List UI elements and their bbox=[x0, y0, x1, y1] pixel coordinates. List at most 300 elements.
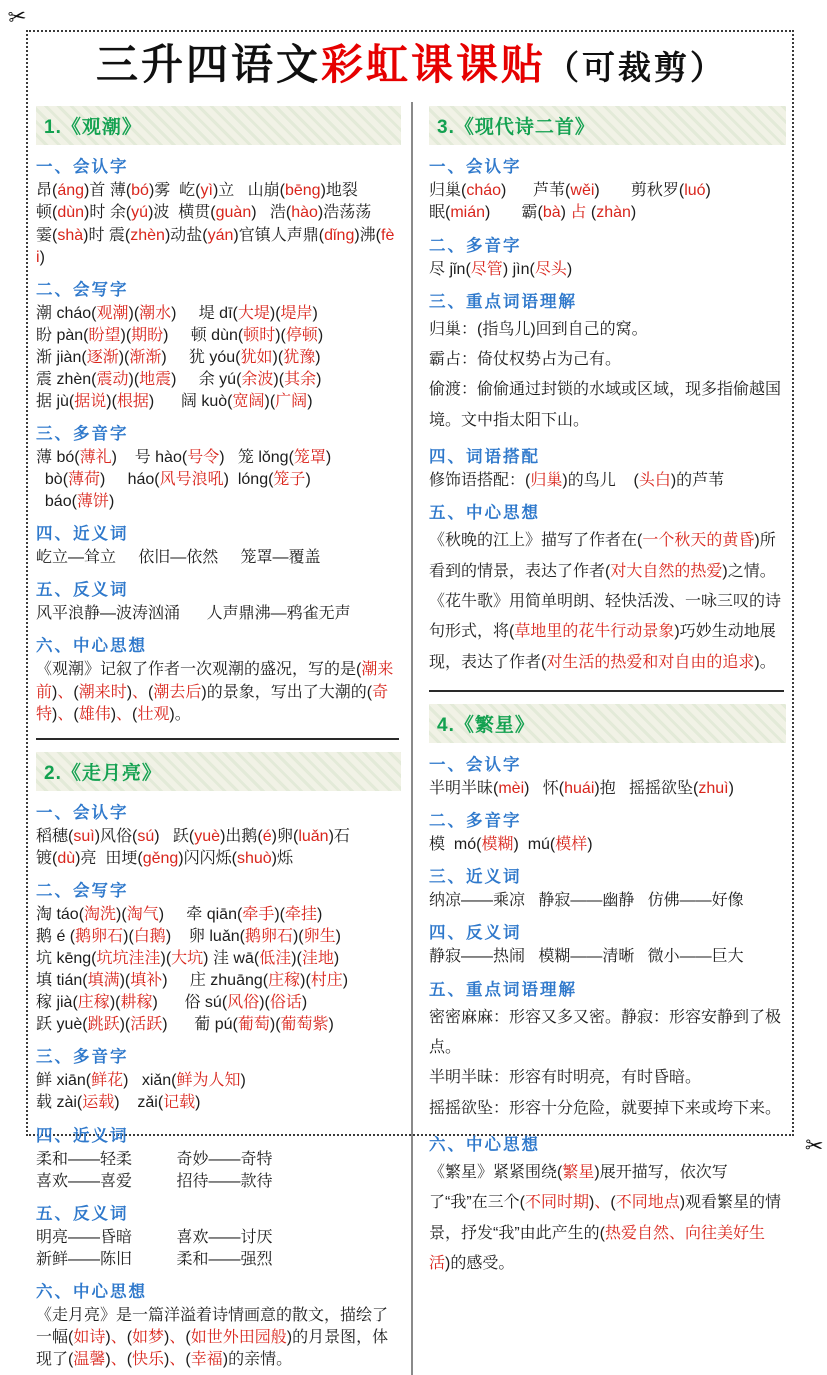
body-text: ) mú( bbox=[513, 836, 556, 854]
text-line bbox=[36, 325, 401, 347]
scissors-icon: ✂ bbox=[6, 2, 29, 31]
block-heading: 三、重点词语理解 bbox=[429, 292, 577, 311]
body-text: ) bbox=[333, 950, 340, 968]
text-line bbox=[429, 259, 786, 281]
title-cuttable-note: （可裁剪） bbox=[546, 49, 727, 86]
text-line bbox=[429, 946, 786, 968]
highlight-text: gěng bbox=[142, 849, 179, 867]
content-block bbox=[429, 499, 786, 678]
body-text: 半明半昧( bbox=[429, 780, 499, 798]
body-text: ) zǎi( bbox=[114, 1094, 164, 1112]
section-title: 3.《现代诗二首》 bbox=[429, 106, 786, 145]
body-text: 明亮——昏暗 喜欢——讨厌 bbox=[36, 1228, 273, 1246]
body-text: 纳凉——乘凉 静寂——幽静 仿佛——好像 bbox=[429, 892, 744, 910]
body-text: 模 mó( bbox=[429, 836, 482, 854]
body-text: )亮 田埂( bbox=[75, 849, 143, 867]
highlight-text: guàn bbox=[215, 204, 252, 222]
body-text: 鹅 é ( bbox=[36, 927, 76, 945]
body-text: ) bbox=[240, 1072, 246, 1090]
block-heading: 五、中心思想 bbox=[429, 504, 540, 523]
body-text: ( bbox=[126, 1328, 133, 1346]
highlight-text: 潮来前 bbox=[36, 661, 394, 701]
highlight-text: 震动 bbox=[96, 370, 129, 388]
text-line bbox=[429, 1158, 786, 1280]
highlight-text: 余波 bbox=[241, 370, 274, 388]
body-text: ) bbox=[587, 836, 593, 854]
body-text: )( bbox=[259, 994, 270, 1012]
body-text: )( bbox=[272, 348, 284, 366]
body-text: ( bbox=[73, 705, 79, 723]
content-block bbox=[429, 443, 786, 492]
highlight-text: huái bbox=[564, 780, 595, 798]
highlight-text: 、 bbox=[110, 1350, 127, 1368]
body-text: 摇摇欲坠：形容十分危险，就要掉下来或垮下来。 bbox=[429, 1099, 782, 1117]
content-block bbox=[429, 288, 786, 437]
body-text: )首 薄( bbox=[84, 182, 132, 200]
highlight-text: 占 bbox=[570, 204, 587, 222]
body-text: 归巢( bbox=[429, 182, 467, 200]
section-separator bbox=[429, 690, 784, 692]
body-text: 载 zài( bbox=[36, 1094, 83, 1112]
body-text: ) bbox=[317, 905, 323, 923]
body-text: )闪闪烁( bbox=[178, 849, 237, 867]
body-text: ) bbox=[164, 1350, 170, 1368]
highlight-text: 淘气 bbox=[126, 905, 159, 923]
body-text: ) 堤 dī( bbox=[171, 304, 238, 322]
body-text: 新鲜——陈旧 柔和——强烈 bbox=[36, 1250, 273, 1268]
body-text: ( bbox=[148, 683, 154, 701]
highlight-text: 鹅卵石 bbox=[75, 927, 124, 945]
body-text: 薄 bó( bbox=[36, 449, 80, 467]
body-text: ) xiǎn( bbox=[123, 1072, 177, 1090]
highlight-text: 停顿 bbox=[285, 326, 318, 344]
text-line bbox=[36, 1014, 401, 1036]
content-block bbox=[429, 751, 786, 800]
block-heading: 二、多音字 bbox=[429, 236, 522, 255]
block-heading: 六、中心思想 bbox=[36, 637, 147, 656]
section-title: 1.《观潮》 bbox=[36, 106, 401, 145]
body-text: 盼 pàn( bbox=[36, 326, 89, 344]
highlight-text: 庄稼 bbox=[268, 972, 301, 990]
body-text: )石 bbox=[328, 827, 350, 845]
body-text: ( bbox=[586, 204, 597, 222]
highlight-text: luǎn bbox=[298, 827, 329, 845]
body-text: ) bbox=[728, 780, 734, 798]
content-block bbox=[429, 863, 786, 912]
block-heading: 一、会认字 bbox=[429, 756, 522, 775]
body-text: ) 笼 lǒng( bbox=[219, 449, 294, 467]
block-heading: 五、重点词语理解 bbox=[429, 980, 577, 999]
highlight-text: 、 bbox=[57, 683, 74, 701]
highlight-text: 模糊 bbox=[481, 836, 514, 854]
body-text: 《秋晚的江上》描写了作者在( bbox=[429, 532, 643, 550]
body-text: 柔和——轻柔 奇妙——奇特 bbox=[36, 1150, 273, 1168]
text-line bbox=[429, 587, 786, 678]
page-title bbox=[36, 40, 786, 90]
highlight-text: 逐渐 bbox=[86, 348, 119, 366]
content-block bbox=[36, 1200, 401, 1271]
highlight-text: 如世外田园般 bbox=[190, 1328, 287, 1346]
body-text: ( bbox=[73, 683, 79, 701]
block-heading: 三、近义词 bbox=[429, 868, 522, 887]
highlight-text: 草地里的花牛行动景象 bbox=[514, 623, 675, 641]
highlight-text: 、 bbox=[594, 1194, 611, 1212]
body-text: 稻穗( bbox=[36, 827, 74, 845]
highlight-text: dǐng bbox=[324, 226, 355, 244]
text-line bbox=[36, 347, 401, 369]
highlight-text: 大堤 bbox=[237, 304, 270, 322]
highlight-text: shuò bbox=[236, 849, 272, 867]
highlight-text: 、 bbox=[169, 1328, 186, 1346]
highlight-text: 不同地点 bbox=[615, 1194, 680, 1212]
text-line bbox=[36, 469, 401, 491]
content-block bbox=[36, 1122, 401, 1193]
body-text: 潮 cháo( bbox=[36, 304, 97, 322]
body-text: )烁 bbox=[271, 849, 294, 867]
body-text: )地裂 bbox=[320, 182, 358, 200]
content-block bbox=[429, 153, 786, 224]
content-block bbox=[36, 1043, 401, 1114]
body-text: )展开描写，依次写了“我”在三个( bbox=[429, 1164, 728, 1212]
highlight-text: 雄伟 bbox=[78, 705, 111, 723]
body-text: ( bbox=[610, 1194, 616, 1212]
body-text: ) 跃( bbox=[154, 827, 195, 845]
body-text: ) bbox=[305, 471, 311, 489]
highlight-text: 大坑 bbox=[171, 950, 204, 968]
highlight-text: yì bbox=[200, 182, 213, 200]
sheet-content bbox=[36, 38, 786, 1375]
body-text: ) 芦苇( bbox=[501, 182, 571, 200]
column-right bbox=[411, 102, 786, 1375]
text-line bbox=[36, 1171, 401, 1193]
body-text: ) bbox=[566, 260, 573, 278]
body-text: )官镇人声鼎( bbox=[233, 226, 325, 244]
highlight-text: 薄饼 bbox=[76, 493, 109, 511]
highlight-text: 填补 bbox=[130, 972, 163, 990]
body-text: ) háo( bbox=[100, 471, 160, 489]
content-block bbox=[36, 520, 401, 569]
block-heading: 三、多音字 bbox=[36, 425, 129, 444]
highlight-text: 鲜为人知 bbox=[176, 1072, 241, 1090]
highlight-text: 葡萄 bbox=[237, 1016, 270, 1034]
body-text: )所看到的情景，表达了作者( bbox=[429, 532, 776, 580]
body-text: 据 jù( bbox=[36, 393, 75, 411]
body-text: )( bbox=[269, 1016, 281, 1034]
text-line bbox=[36, 848, 401, 870]
body-text: )( bbox=[264, 393, 276, 411]
body-text: )动盐( bbox=[164, 226, 208, 244]
highlight-text: 对大自然的热爱 bbox=[610, 562, 723, 580]
highlight-text: 头白 bbox=[638, 472, 671, 490]
block-heading: 四、词语搭配 bbox=[429, 448, 540, 467]
highlight-text: 薄荷 bbox=[68, 471, 101, 489]
body-text: ) bbox=[316, 370, 322, 388]
body-text: ( bbox=[126, 1350, 133, 1368]
body-text: 归巢：(指鸟儿)回到自己的窝。 bbox=[429, 320, 648, 338]
body-text: ) bbox=[630, 204, 637, 222]
body-text: 《繁星》紧紧围绕( bbox=[429, 1164, 563, 1182]
body-text: ) 余 yú( bbox=[171, 370, 242, 388]
block-heading: 二、会写字 bbox=[36, 881, 129, 900]
body-text: )( bbox=[109, 994, 121, 1012]
text-line bbox=[429, 834, 786, 856]
text-line bbox=[429, 890, 786, 912]
highlight-text: 壮观 bbox=[137, 705, 170, 723]
text-line bbox=[36, 1249, 401, 1271]
text-line bbox=[429, 778, 786, 800]
highlight-text: 对生活的热爱和对自由的追求 bbox=[546, 653, 755, 671]
body-text: ) bbox=[342, 972, 349, 990]
highlight-text: áng bbox=[57, 182, 85, 200]
body-text: )观看繁星的情景，抒发“我”由此产生的( bbox=[429, 1194, 782, 1242]
block-heading: 六、中心思想 bbox=[36, 1282, 147, 1301]
highlight-text: 村庄 bbox=[310, 972, 343, 990]
highlight-text: sú bbox=[137, 827, 155, 845]
body-text: 尽 jǐn( bbox=[429, 260, 471, 278]
highlight-text: 风俗 bbox=[227, 994, 260, 1012]
text-line bbox=[429, 345, 786, 375]
body-text: )的鸟儿 ( bbox=[562, 472, 639, 490]
highlight-text: 繁星 bbox=[562, 1164, 595, 1182]
body-text: 淘 táo( bbox=[36, 905, 85, 923]
body-text: ) bbox=[315, 348, 321, 366]
section-separator bbox=[36, 738, 399, 740]
highlight-text: bēng bbox=[284, 182, 321, 200]
highlight-text: 一个秋天的黄昏 bbox=[642, 532, 755, 550]
body-text: 静寂——热闹 模糊——清晰 微小——巨大 bbox=[429, 948, 744, 966]
highlight-text: 葡萄紫 bbox=[280, 1016, 329, 1034]
highlight-text: 、 bbox=[116, 705, 133, 723]
highlight-text: 潮去后 bbox=[153, 683, 202, 701]
body-text: )巧妙生动地展现，表达了作者( bbox=[429, 623, 776, 671]
highlight-text: 堤岸 bbox=[280, 304, 313, 322]
body-text: ) bbox=[335, 927, 341, 945]
highlight-text: 活跃 bbox=[130, 1016, 163, 1034]
body-text: 稼 jià( bbox=[36, 994, 78, 1012]
body-text: )( bbox=[275, 326, 286, 344]
highlight-text: 渐渐 bbox=[129, 348, 162, 366]
body-text: ) 阔 kuò( bbox=[148, 393, 233, 411]
text-line bbox=[36, 202, 401, 224]
highlight-text: 记载 bbox=[163, 1094, 196, 1112]
highlight-text: 如梦 bbox=[132, 1328, 165, 1346]
body-text: )波 横贯( bbox=[148, 204, 216, 222]
highlight-text: 如诗 bbox=[73, 1328, 106, 1346]
text-line bbox=[36, 970, 401, 992]
highlight-text: 风号浪吼 bbox=[159, 471, 224, 489]
highlight-text: 庄稼 bbox=[77, 994, 110, 1012]
highlight-text: dùn bbox=[57, 204, 85, 222]
block-heading: 六、中心思想 bbox=[429, 1136, 540, 1155]
content-block bbox=[429, 807, 786, 856]
body-text: ) bbox=[325, 449, 332, 467]
block-heading: 一、会认字 bbox=[429, 158, 522, 177]
body-text: 眠( bbox=[429, 204, 451, 222]
body-text: 渐 jiàn( bbox=[36, 348, 87, 366]
content-block bbox=[429, 1131, 786, 1280]
highlight-text: 、 bbox=[57, 705, 74, 723]
text-line bbox=[36, 447, 401, 469]
body-text: ) jìn( bbox=[502, 260, 535, 278]
body-text: )的月景图，体现了( bbox=[36, 1328, 389, 1368]
body-text: )时 震( bbox=[83, 226, 131, 244]
body-text: )( bbox=[106, 393, 117, 411]
body-text: ) bbox=[110, 705, 117, 723]
highlight-text: 鲜花 bbox=[91, 1072, 124, 1090]
highlight-text: bó bbox=[131, 182, 149, 200]
body-text: )的景象，写出了大潮的( bbox=[201, 683, 373, 701]
highlight-text: 牵手 bbox=[242, 905, 275, 923]
body-text: ) bbox=[39, 248, 45, 266]
content-block bbox=[36, 420, 401, 513]
body-text: )的亲情。 bbox=[222, 1350, 293, 1368]
highlight-text: zhuì bbox=[698, 780, 729, 798]
highlight-text: 模样 bbox=[555, 836, 588, 854]
body-text: 屹立—耸立 依旧—依然 笼罩—覆盖 bbox=[36, 549, 321, 567]
text-line bbox=[429, 526, 786, 587]
highlight-text: 潮水 bbox=[139, 304, 172, 322]
text-line bbox=[429, 470, 786, 492]
highlight-text: zhèn bbox=[130, 226, 165, 244]
body-text: ) bbox=[301, 994, 308, 1012]
body-text: )( bbox=[119, 972, 131, 990]
body-text: ) bbox=[52, 683, 58, 701]
body-text: 修饰语搭配：( bbox=[429, 472, 531, 490]
text-line bbox=[429, 1003, 786, 1064]
body-text: ) bbox=[560, 204, 571, 222]
body-text: )( bbox=[269, 304, 281, 322]
highlight-text: 、 bbox=[132, 683, 149, 701]
text-line bbox=[36, 992, 401, 1014]
highlight-text: yuè bbox=[194, 827, 221, 845]
body-text: ) 犹 yóu( bbox=[161, 348, 241, 366]
highlight-text: 俗话 bbox=[269, 994, 302, 1012]
text-line bbox=[36, 948, 401, 970]
body-text: báo( bbox=[36, 493, 77, 511]
body-text: 顿( bbox=[36, 204, 58, 222]
body-text: )出鹅( bbox=[220, 827, 263, 845]
body-text: )卵( bbox=[271, 827, 299, 845]
highlight-text: 盼望 bbox=[88, 326, 121, 344]
body-text: )( bbox=[273, 370, 285, 388]
content-block bbox=[429, 919, 786, 968]
text-line bbox=[429, 375, 786, 436]
highlight-text: 填满 bbox=[87, 972, 120, 990]
body-text: )( bbox=[300, 972, 311, 990]
body-text: )沸( bbox=[354, 226, 382, 244]
body-text: )之情。 bbox=[722, 562, 776, 580]
text-line bbox=[36, 303, 401, 325]
highlight-text: 笼罩 bbox=[293, 449, 326, 467]
highlight-text: é bbox=[262, 827, 272, 845]
highlight-text: 白鹅 bbox=[133, 927, 166, 945]
text-line bbox=[36, 180, 401, 202]
body-text: ) 怀( bbox=[524, 780, 565, 798]
highlight-text: yán bbox=[207, 226, 234, 244]
highlight-text: bà bbox=[542, 204, 561, 222]
body-text: )( bbox=[128, 304, 140, 322]
block-heading: 二、会写字 bbox=[36, 280, 129, 299]
highlight-text: 号令 bbox=[187, 449, 220, 467]
highlight-text: 尽管 bbox=[470, 260, 503, 278]
text-line bbox=[36, 1070, 401, 1092]
body-text: )。 bbox=[754, 653, 776, 671]
highlight-text: mián bbox=[450, 204, 486, 222]
highlight-text: 地震 bbox=[139, 370, 172, 388]
highlight-text: 笼子 bbox=[273, 471, 306, 489]
text-line bbox=[36, 904, 401, 926]
title-grade-part: 三升四语文 bbox=[95, 41, 321, 88]
column-left bbox=[36, 102, 411, 1375]
highlight-text: 奇特 bbox=[36, 683, 389, 723]
highlight-text: 鹅卵石 bbox=[244, 927, 293, 945]
highlight-text: 不同时期 bbox=[525, 1194, 590, 1212]
body-text: ) lóng( bbox=[223, 471, 274, 489]
highlight-text: fèi bbox=[36, 226, 395, 266]
text-line bbox=[429, 180, 786, 202]
body-text: )雾 屹( bbox=[148, 182, 201, 200]
body-text: 密密麻麻：形容又多又密。静寂：形容安静到了极点。 bbox=[429, 1008, 782, 1056]
text-line bbox=[36, 603, 401, 625]
body-text: 霎( bbox=[36, 226, 58, 244]
highlight-text: dù bbox=[57, 849, 76, 867]
block-heading: 五、反义词 bbox=[36, 1204, 129, 1223]
body-text: bò( bbox=[36, 471, 69, 489]
highlight-text: shà bbox=[57, 226, 84, 244]
content-block bbox=[36, 1278, 401, 1371]
body-text: )立 山崩( bbox=[212, 182, 285, 200]
highlight-text: 期盼 bbox=[131, 326, 164, 344]
body-text: ) 葡 pú( bbox=[162, 1016, 238, 1034]
body-text: 《观潮》记叙了作者一次观潮的盛况，写的是( bbox=[36, 661, 362, 679]
highlight-text: 洼地 bbox=[301, 950, 334, 968]
body-text: ) 俗 sú( bbox=[152, 994, 228, 1012]
block-heading: 三、多音字 bbox=[36, 1048, 129, 1067]
block-heading: 四、反义词 bbox=[429, 924, 522, 943]
text-line bbox=[429, 315, 786, 345]
highlight-text: 归巢 bbox=[530, 472, 563, 490]
body-text: 《花牛歌》用简单明朗、轻快活泼、一咏三叹的诗句形式，将( bbox=[429, 593, 782, 641]
highlight-text: hào bbox=[291, 204, 318, 222]
body-text: ) 顿 dùn( bbox=[163, 326, 244, 344]
block-heading: 四、近义词 bbox=[36, 525, 129, 544]
body-text: )( bbox=[291, 950, 302, 968]
content-block bbox=[36, 632, 401, 725]
highlight-text: wěi bbox=[570, 182, 595, 200]
body-text: ) bbox=[105, 1328, 111, 1346]
scissors-icon: ✂ bbox=[803, 1132, 825, 1159]
text-line bbox=[36, 547, 401, 569]
body-text: 昂( bbox=[36, 182, 58, 200]
body-text: ) 卵 luǎn( bbox=[165, 927, 245, 945]
text-line bbox=[36, 1092, 401, 1114]
text-line bbox=[36, 1305, 401, 1371]
body-text: ) bbox=[589, 1194, 595, 1212]
body-text: )( bbox=[128, 370, 140, 388]
text-line bbox=[429, 202, 786, 224]
highlight-text: 据说 bbox=[74, 393, 107, 411]
body-text: )( bbox=[274, 905, 285, 923]
body-text: 坑 kēng( bbox=[36, 950, 97, 968]
body-text: ) 洼 wā( bbox=[203, 950, 260, 968]
highlight-text: 观潮 bbox=[96, 304, 129, 322]
highlight-text: 牵挂 bbox=[284, 905, 317, 923]
body-text: ) bbox=[108, 493, 115, 511]
body-text: )浩荡荡 bbox=[317, 204, 372, 222]
highlight-text: 温馨 bbox=[73, 1350, 106, 1368]
text-line bbox=[36, 826, 401, 848]
highlight-text: 、 bbox=[169, 1350, 186, 1368]
